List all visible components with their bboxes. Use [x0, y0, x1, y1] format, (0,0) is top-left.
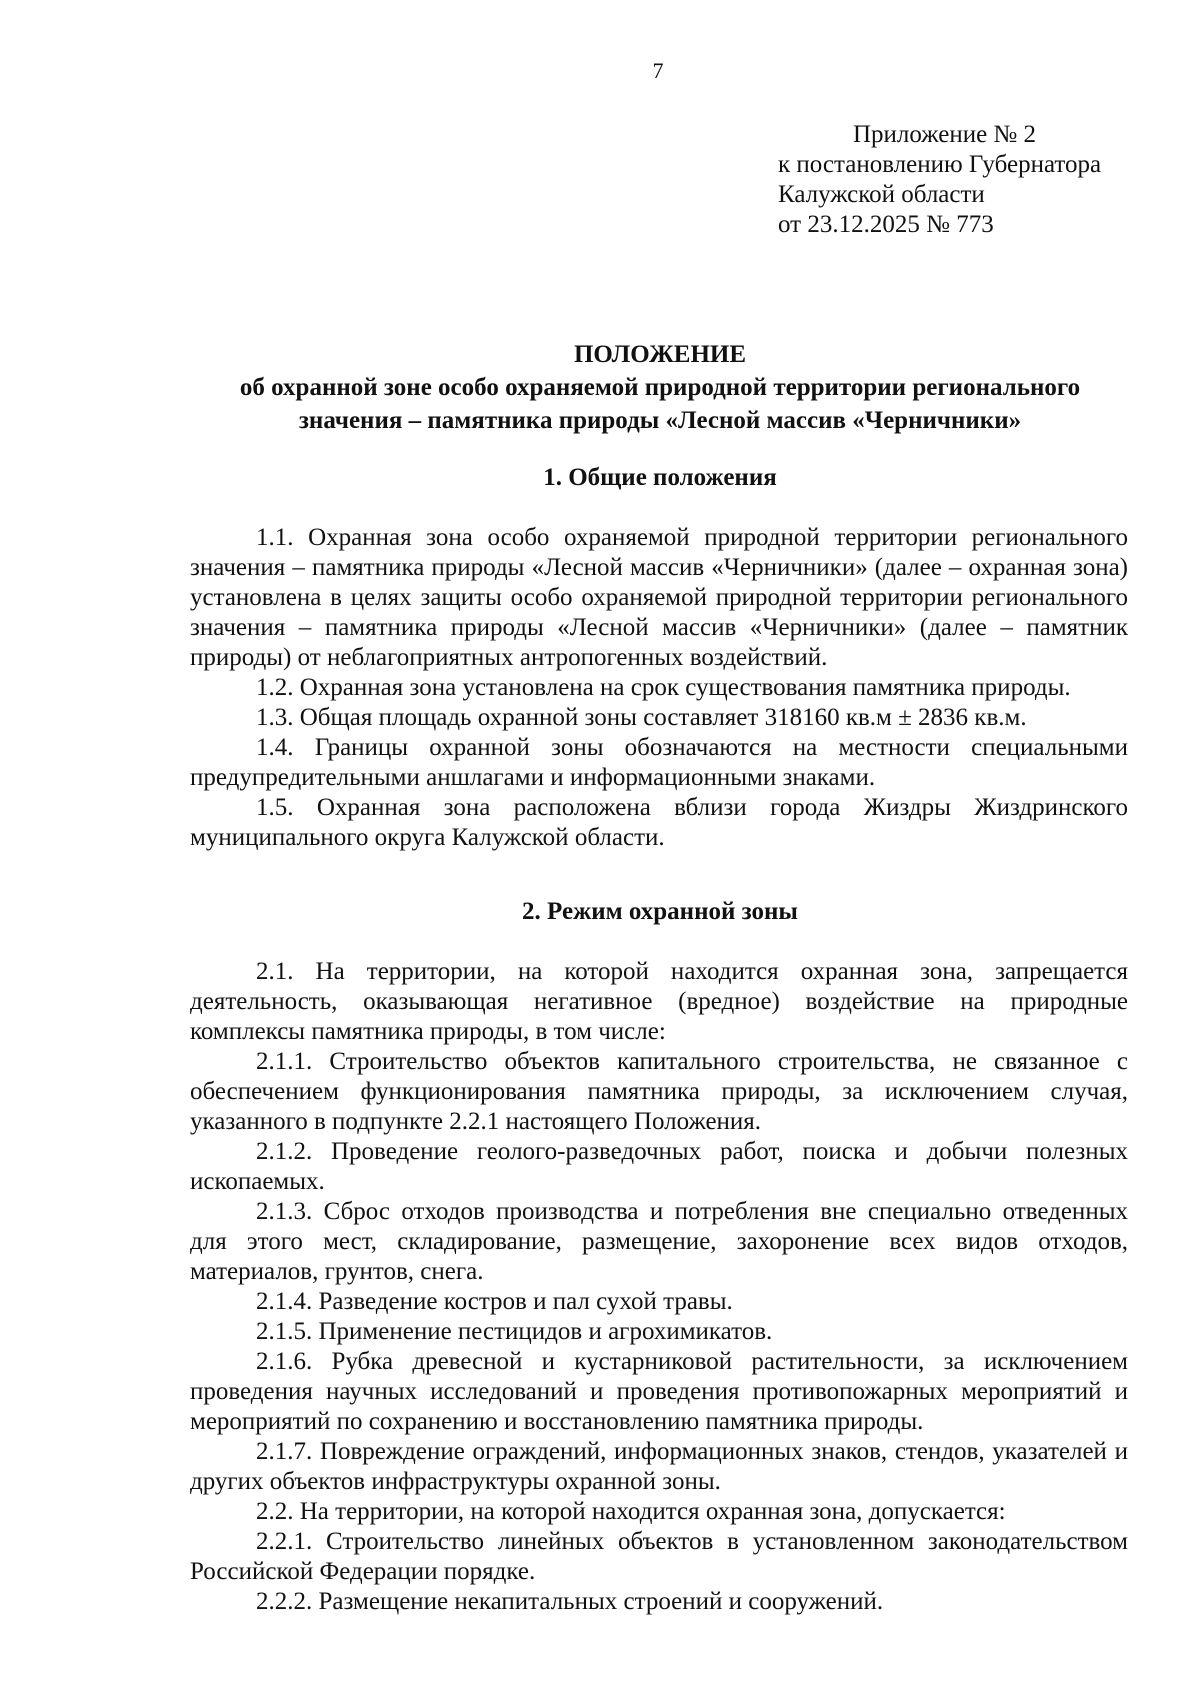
paragraph-2-1: 2.1. На территории, на которой находится охранная зона, запрещается деятельность, оказывающая негативное (вредное) воздействие на природные комплексы памятника природы, в том числе:: [190, 958, 1128, 1045]
title-subtitle-line1: об охранной зоне особо охраняемой природной территории регионального: [239, 374, 1081, 401]
appendix-block: [778, 120, 1101, 240]
section1-heading: 1. Общие положения: [543, 464, 777, 491]
paragraph-1-5: 1.5. Охранная зона расположена вблизи города Жиздры Жиздринского муниципального округа Калужской области.: [190, 794, 1128, 851]
paragraph-1-2: 1.2. Охранная зона установлена на срок существования памятника природы.: [256, 674, 1071, 701]
paragraph-2-1-7: 2.1.7. Повреждение ограждений, информационных знаков, стендов, указателей и других объектов инфраструктуры охранной зоны.: [190, 1438, 1128, 1495]
paragraph-1-3: 1.3. Общая площадь охранной зоны составляет 318160 кв.м ± 2836 кв.м.: [256, 704, 1027, 731]
section2-body: [190, 957, 1128, 1617]
title-subtitle-line2: значения – памятника природы «Лесной массив «Черничники»: [298, 407, 1022, 434]
paragraph-2-2-2: 2.2.2. Размещение некапитальных строений и сооружений.: [256, 1588, 884, 1615]
appendix-region: Калужской области: [778, 181, 985, 208]
appendix-date: от 23.12.2025 № 773: [778, 211, 994, 238]
appendix-number: Приложение № 2: [853, 121, 1037, 148]
paragraph-1-1: 1.1. Охранная зона особо охраняемой природной территории регионального значения – памятника природы «Лесной массив «Черничники» (далее – охранная зона) установлена в целях защиты особо охраняемой природной территории регионального значения – памятника природы «Лесной массив «Черничники» (далее – памятник природы) от неблагоприятных антропогенных воздействий.: [190, 524, 1128, 671]
section2-heading: 2. Режим охранной зоны: [522, 898, 798, 925]
paragraph-2-1-3: 2.1.3. Сброс отходов производства и потребления вне специально отведенных для этого мест, складирование, размещение, захоронение всех видов отходов, материалов, грунтов, снега.: [190, 1198, 1128, 1285]
document-title: [190, 338, 1130, 437]
paragraph-2-1-2: 2.1.2. Проведение геолого-разведочных работ, поиска и добычи полезных ископаемых.: [190, 1138, 1128, 1195]
title-main: ПОЛОЖЕНИЕ: [573, 341, 747, 368]
paragraph-2-1-5: 2.1.5. Применение пестицидов и агрохимикатов.: [256, 1318, 773, 1345]
paragraph-2-2-1: 2.2.1. Строительство линейных объектов в установленном законодательством Российской Федерации порядке.: [190, 1528, 1128, 1585]
paragraph-1-4: 1.4. Границы охранной зоны обозначаются на местности специальными предупредительными аншлагами и информационными знаками.: [190, 734, 1128, 791]
paragraph-2-1-4: 2.1.4. Разведение костров и пал сухой травы.: [256, 1288, 733, 1315]
paragraph-2-2: 2.2. На территории, на которой находится охранная зона, допускается:: [256, 1498, 1006, 1525]
section1-body: [190, 523, 1128, 853]
appendix-resolution: к постановлению Губернатора: [778, 151, 1102, 178]
paragraph-2-1-1: 2.1.1. Строительство объектов капитального строительства, не связанное с обеспечением функционирования памятника природы, за исключением случая, указанного в подпункте 2.2.1 настоящего Положения.: [190, 1048, 1128, 1135]
page-number: 7: [652, 58, 664, 83]
paragraph-2-1-6: 2.1.6. Рубка древесной и кустарниковой растительности, за исключением проведения научных исследований и проведения противопожарных мероприятий и мероприятий по сохранению и восстановлению памятника природы.: [190, 1348, 1128, 1435]
